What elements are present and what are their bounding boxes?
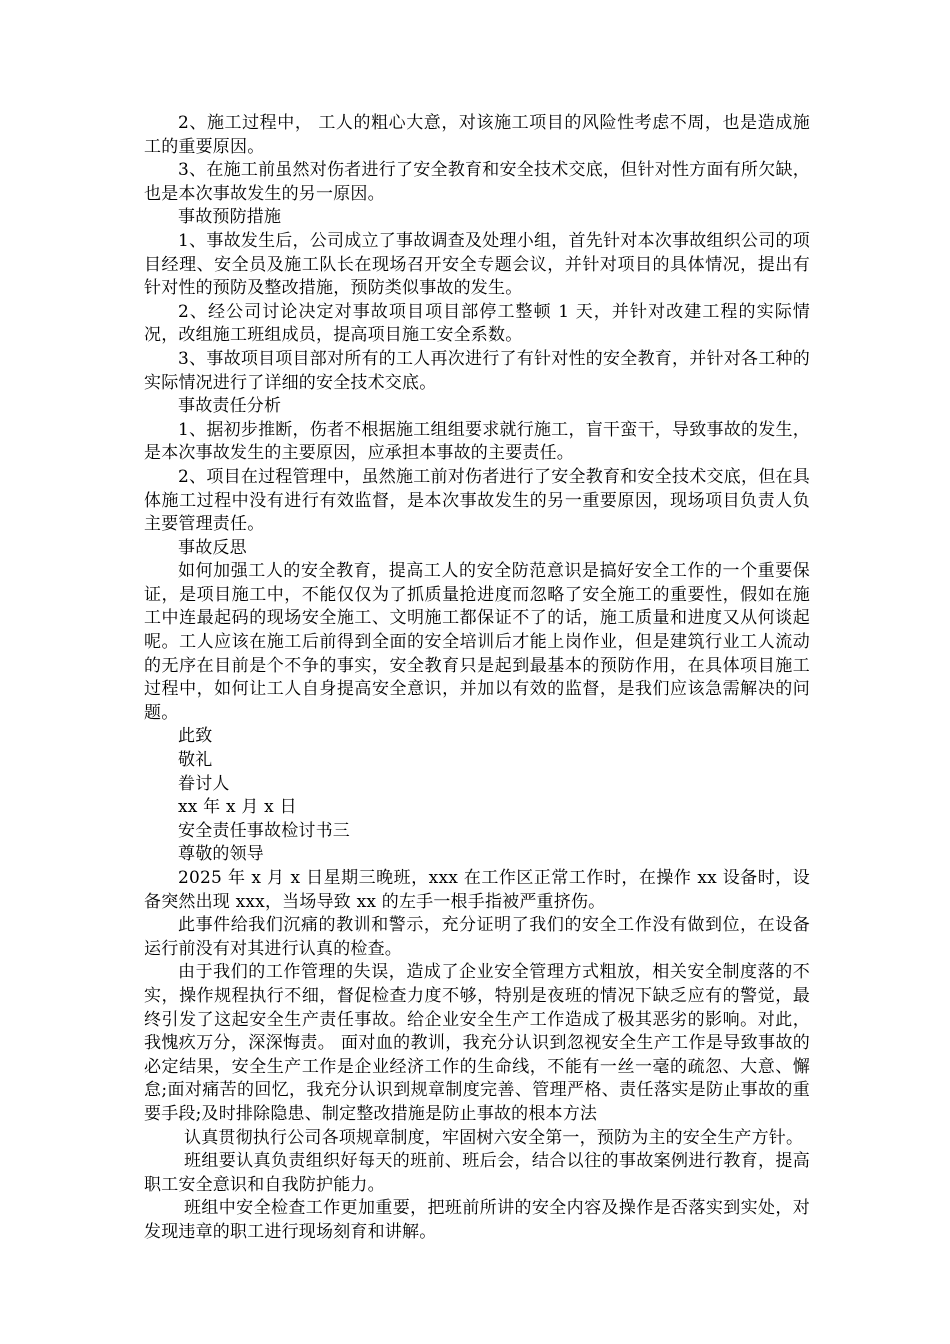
heading-prevention-measures: 事故预防措施: [178, 207, 282, 228]
paragraph-action-1: 认真贯彻执行公司各项规章制度，牢固树六安全第一，预防为主的安全生产方针。: [184, 1127, 804, 1148]
heading-reflection: 事故反思: [178, 537, 247, 558]
paragraph-cause-3: 3、在施工前虽然对伤者进行了安全教育和安全技术交底，但针对性方面有所欠缺，也是本次事故发生的另一原因。: [144, 160, 810, 204]
section-title: 安全责任事故检讨书三: [178, 820, 350, 841]
paragraph-responsibility-1: 1、据初步推断，伤者不根据施工组组要求就行施工，盲干蛮干，导致事故的发生，是本次事故发生的主要原因，应承担本事故的主要责任。: [144, 419, 810, 464]
paragraph-measure-2: 2、经公司讨论决定对事故项目项目部停工整顿 1 天，并针对改建工程的实际情况，改组施工班组成员，提高项目施工安全系数。: [144, 301, 810, 346]
paragraph-incident: 2025 年 x 月 x 日星期三晚班，xxx 在工作区正常工作时，在操作 xx 设备时，设备突然出现 xxx，当场导致 xx 的左手一根手指被严重挤伤。: [144, 868, 810, 912]
closing-cizhi: 此致: [178, 726, 213, 747]
paragraph-management-failure: 由于我们的工作管理的失误，造成了企业安全管理方式粗放，相关安全制度落的不实，操作规程执行不细，督促检查力度不够，特别是夜班的情况下缺乏应有的警觉，最终引发了这起安全生产责任事故。给企业安全生产工作造成了极其恶劣的影响。对此，我愧疚万分，深深悔责。 面对血的教训，我充分认识到忽视安全生产工作是导致事故的必定结果，安全生产工作是企业经济工作的生命线，不能有一丝一毫的疏忽、大意、懈怠;面对痛苦的回忆，我充分认识到规章制度完善、管理严格、责任落实是防止事故的重要手段;及时排除隐患、制定整改措施是防止事故的根本方法: [144, 962, 810, 1124]
signature-date: xx 年 x 月 x 日: [178, 797, 297, 818]
paragraph-measure-1: 1、事故发生后，公司成立了事故调查及处理小组，首先针对本次事故组织公司的项目经理、安全员及施工队长在现场召开安全专题会议，并针对项目的具体情况，提出有针对性的预防及整改措施，预防类似事故的发生。: [144, 230, 810, 299]
closing-jingli: 敬礼: [178, 750, 213, 771]
paragraph-measure-3: 3、事故项目项目部对所有的工人再次进行了有针对性的安全教育，并针对各工种的实际情况进行了详细的安全技术交底。: [144, 348, 810, 393]
paragraph-action-3: 班组中安全检查工作更加重要，把班前所讲的安全内容及操作是否落实到实处，对发现违章的职工进行现场刻育和讲解。: [144, 1198, 810, 1242]
paragraph-reflection: 如何加强工人的安全教育，提高工人的安全防范意识是搞好安全工作的一个重要保证，是项目施工中，不能仅仅为了抓质量抢进度而忽略了安全施工的重要性，假如在施工中连最起码的现场安全施工、文明施工都保证不了的话，施工质量和进度又从何谈起呢。工人应该在施工后前得到全面的安全培训后才能上岗作业，但是建筑行业工人流动的无序在目前是个不争的事实，安全教育只是起到最基本的预防作用，在具体项目施工过程中，如何让工人自身提高安全意识，并加以有效的监督，是我们应该急需解决的问题。: [144, 561, 810, 723]
salutation: 尊敬的领导: [178, 844, 264, 865]
paragraph-responsibility-2: 2、项目在过程管理中，虽然施工前对伤者进行了安全教育和安全技术交底，但在具体施工过程中没有进行有效监督，是本次事故发生的另一重要原因，现场项目负责人负主要管理责任。: [144, 466, 810, 535]
paragraph-lesson: 此事件给我们沉痛的教训和警示，充分证明了我们的安全工作没有做到位，在设备运行前没有对其进行认真的检查。: [144, 915, 810, 959]
heading-responsibility-analysis: 事故责任分析: [178, 396, 282, 417]
document-body: [144, 112, 810, 1245]
signature-author: 眷讨人: [178, 773, 230, 794]
paragraph-action-2: 班组要认真负责组织好每天的班前、班后会，结合以往的事故案例进行教育，提高职工安全意识和自我防护能力。: [144, 1151, 810, 1195]
paragraph-cause-2: 2、施工过程中， 工人的粗心大意，对该施工项目的风险性考虑不周，也是造成施工的重要原因。: [144, 113, 810, 157]
